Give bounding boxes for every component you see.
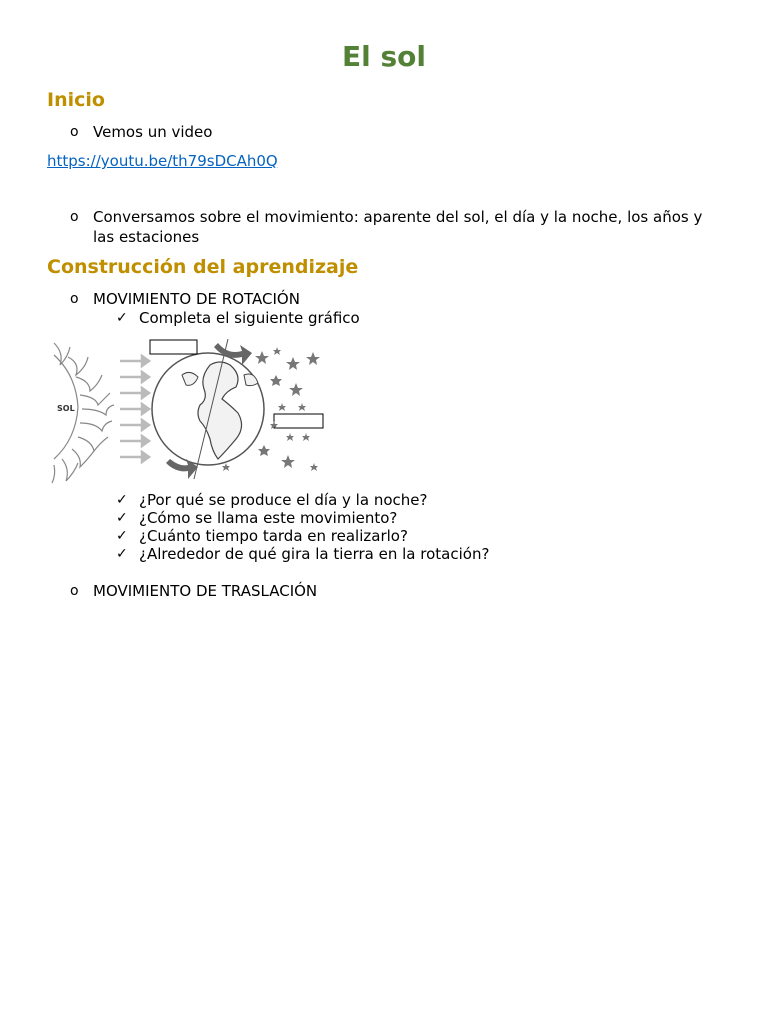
question-text: ¿Alrededor de qué gira la tierra en la rotación? xyxy=(139,545,490,563)
check-icon: ✓ xyxy=(116,510,128,526)
list-item-text: Conversamos sobre el movimiento: aparente del sol, el día y la noche, los años y las estaciones xyxy=(93,208,703,246)
list-item-text: Vemos un video xyxy=(93,123,213,141)
earth-icon xyxy=(152,339,264,479)
check-icon: ✓ xyxy=(116,310,128,326)
heading-construccion: Construcción del aprendizaje xyxy=(47,256,359,278)
sun-label: SOL xyxy=(57,404,75,413)
answer-box[interactable] xyxy=(150,340,197,354)
check-icon: ✓ xyxy=(116,492,128,508)
bullet-icon: o xyxy=(70,124,79,140)
check-icon: ✓ xyxy=(116,528,128,544)
list-item xyxy=(70,207,730,247)
bullet-icon: o xyxy=(70,291,79,307)
rotation-diagram xyxy=(50,335,340,485)
bullet-icon: o xyxy=(70,209,79,225)
answer-box[interactable] xyxy=(274,414,323,428)
check-item-text: Completa el siguiente gráfico xyxy=(139,309,360,327)
page-title: El sol xyxy=(342,40,426,73)
light-arrows xyxy=(120,356,149,462)
question-text: ¿Cuánto tiempo tarda en realizarlo? xyxy=(139,527,408,545)
bullet-icon: o xyxy=(70,583,79,599)
question-text: ¿Por qué se produce el día y la noche? xyxy=(139,491,428,509)
check-icon: ✓ xyxy=(116,546,128,562)
list-item-text: MOVIMIENTO DE ROTACIÓN xyxy=(93,290,300,308)
video-link[interactable]: https://youtu.be/th79sDCAh0Q xyxy=(47,152,278,170)
list-item-text: MOVIMIENTO DE TRASLACIÓN xyxy=(93,582,318,600)
sun-icon xyxy=(52,343,114,483)
heading-inicio: Inicio xyxy=(47,89,105,111)
question-text: ¿Cómo se llama este movimiento? xyxy=(139,509,398,527)
